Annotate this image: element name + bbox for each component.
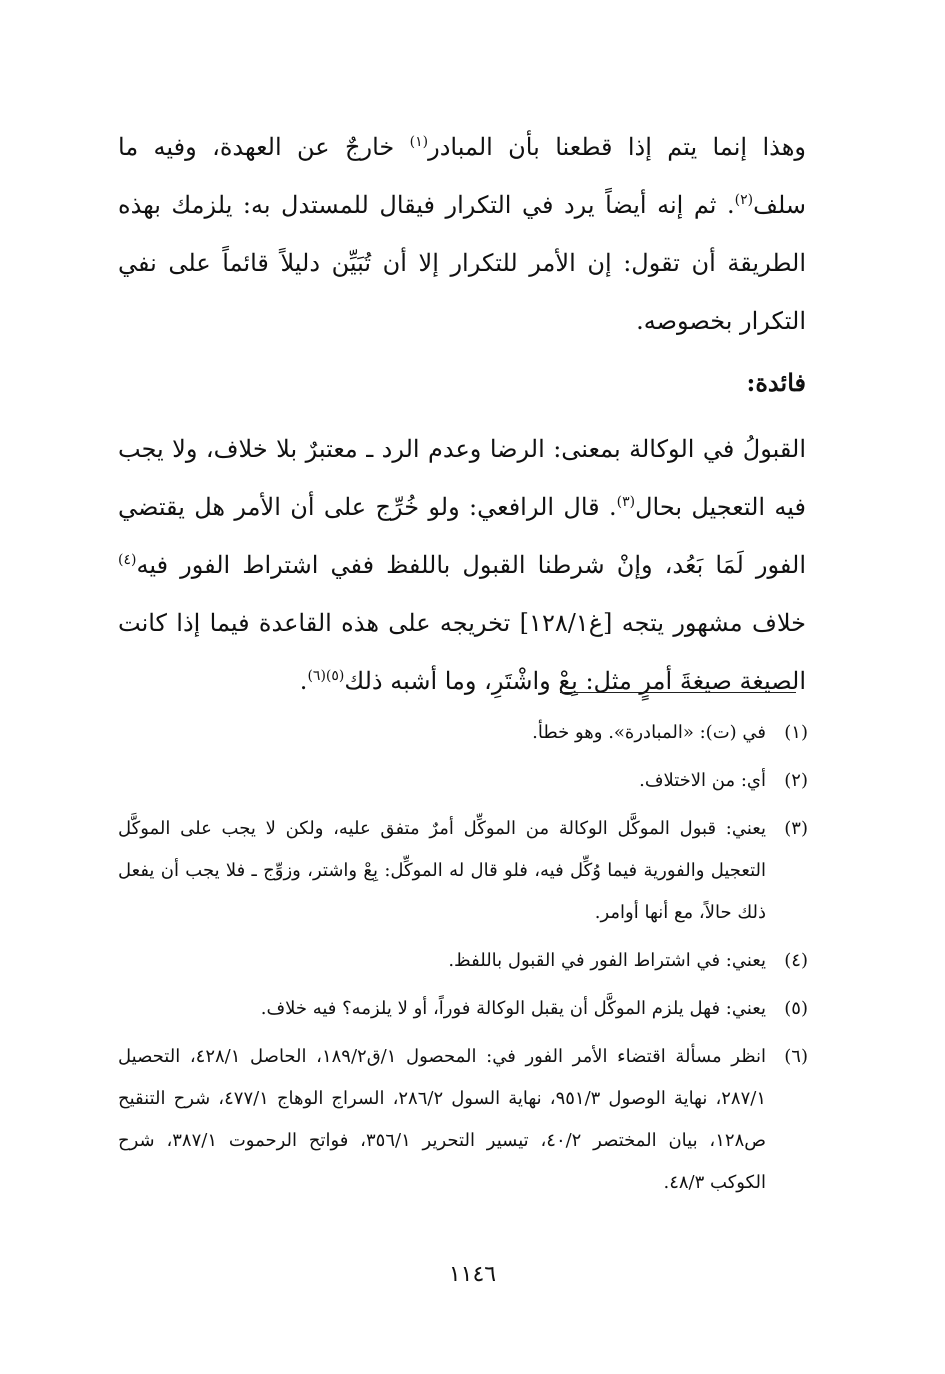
paragraph-1 [118,118,806,350]
paragraph-2-text-c: خلاف مشهور يتجه [غ١٢٨/١] تخريجه على هذه القاعدة فيما إذا كانت الصيغة صيغةَ أمرٍ مثل: بِعْ واشْتَرِ، وما أشبه ذلك [118,609,807,695]
footnote-number: (٦) [784,1046,808,1067]
footnote-number: (٣) [784,818,808,839]
paragraph-2 [118,420,806,710]
footnote-4 [118,940,808,982]
footnote-text: يعني: فهل يلزم الموكَّل أن يقبل الوكالة فوراً، أو لا يلزمه؟ فيه خلاف. [260,998,766,1019]
paragraph-2-text-b: . قال الرافعي: ولو خُرِّج على أن الأمر هل يقتضي الفور لَمَا بَعُد، وإنْ شرطنا القبول باللفظ ففي اشتراط الفور فيه [118,493,806,579]
paragraph-2-text-d: . [299,667,308,695]
paragraph-1-text-a: وهذا إنما يتم إذا قطعنا بأن المبادر [428,133,806,161]
footnote-6 [118,1036,808,1204]
footnote-number: (١) [784,722,808,743]
footnote-number: (٥) [784,998,808,1019]
main-text [118,118,806,710]
section-heading: فائدة: [746,368,806,397]
footnote-number: (٢) [784,770,808,791]
paragraph-1-text-b: خارجٌ عن العهدة، وفيه ما سلف [118,133,806,219]
footnote-5 [118,988,808,1030]
paragraph-1-text-c: . ثم إنه أيضاً يرد في التكرار فيقال للمستدل به: يلزمك بهذه الطريقة أن تقول: إن الأمر للتكرار إلا أن تُبَيِّن دليلاً قائماً على نفي التكرار بخصوصه. [118,191,806,335]
footnote-number: (٤) [784,950,808,971]
footnote-3 [118,808,808,934]
footnote-ref-2[interactable]: (٢) [734,192,754,208]
footnote-1 [118,712,808,754]
footnote-2 [118,760,808,802]
footnote-ref-5-6[interactable]: (٥)(٦) [307,668,345,684]
footnote-text: في (ت): «المبادرة». وهو خطأ. [532,722,766,743]
footnote-ref-4[interactable]: (٤) [118,552,137,568]
paragraph-2-text-a: القبولُ في الوكالة بمعنى: الرضا وعدم الرد ـ معتبرٌ بلا خلاف، ولا يجب فيه التعجيل بحال [118,435,806,521]
footnote-text: يعني: في اشتراط الفور في القبول باللفظ. [448,950,766,971]
footnote-text: يعني: قبول الموكَّل الوكالة من الموكِّل أمرٌ متفق عليه، ولكن لا يجب على الموكَّل التعجيل والفورية فيما وُكِّل فيه، فلو قال له الموكِّل: بِعْ واشتر، وزوِّج ـ فلا يجب أن يفعل ذلك حالاً، مع أنها أوامر. [118,818,766,923]
footnote-ref-1[interactable]: (١) [409,134,429,150]
page-number: ١١٤٦ [448,1262,497,1287]
footnote-text: انظر مسألة اقتضاء الأمر الفور في: المحصول ١/ق١٨٩/٢، الحاصل ٤٢٨/١، التحصيل ٢٨٧/١، نهاية الوصول ٩٥١/٣، نهاية السول ٢٨٦/٢، السراج الوهاج ٤٧٧/١، شرح التنقيح ص١٢٨، بيان المختصر ٤٠/٢، تيسير التحرير ٣٥٦/١، فواتح الرحموت ٣٨٧/١، شرح الكوكب ٤٨/٣. [118,1046,767,1193]
footnotes [118,712,808,1210]
footnote-text: أي: من الاختلاف. [639,770,766,791]
footnote-ref-3[interactable]: (٣) [616,494,636,510]
footnote-divider [560,692,796,693]
